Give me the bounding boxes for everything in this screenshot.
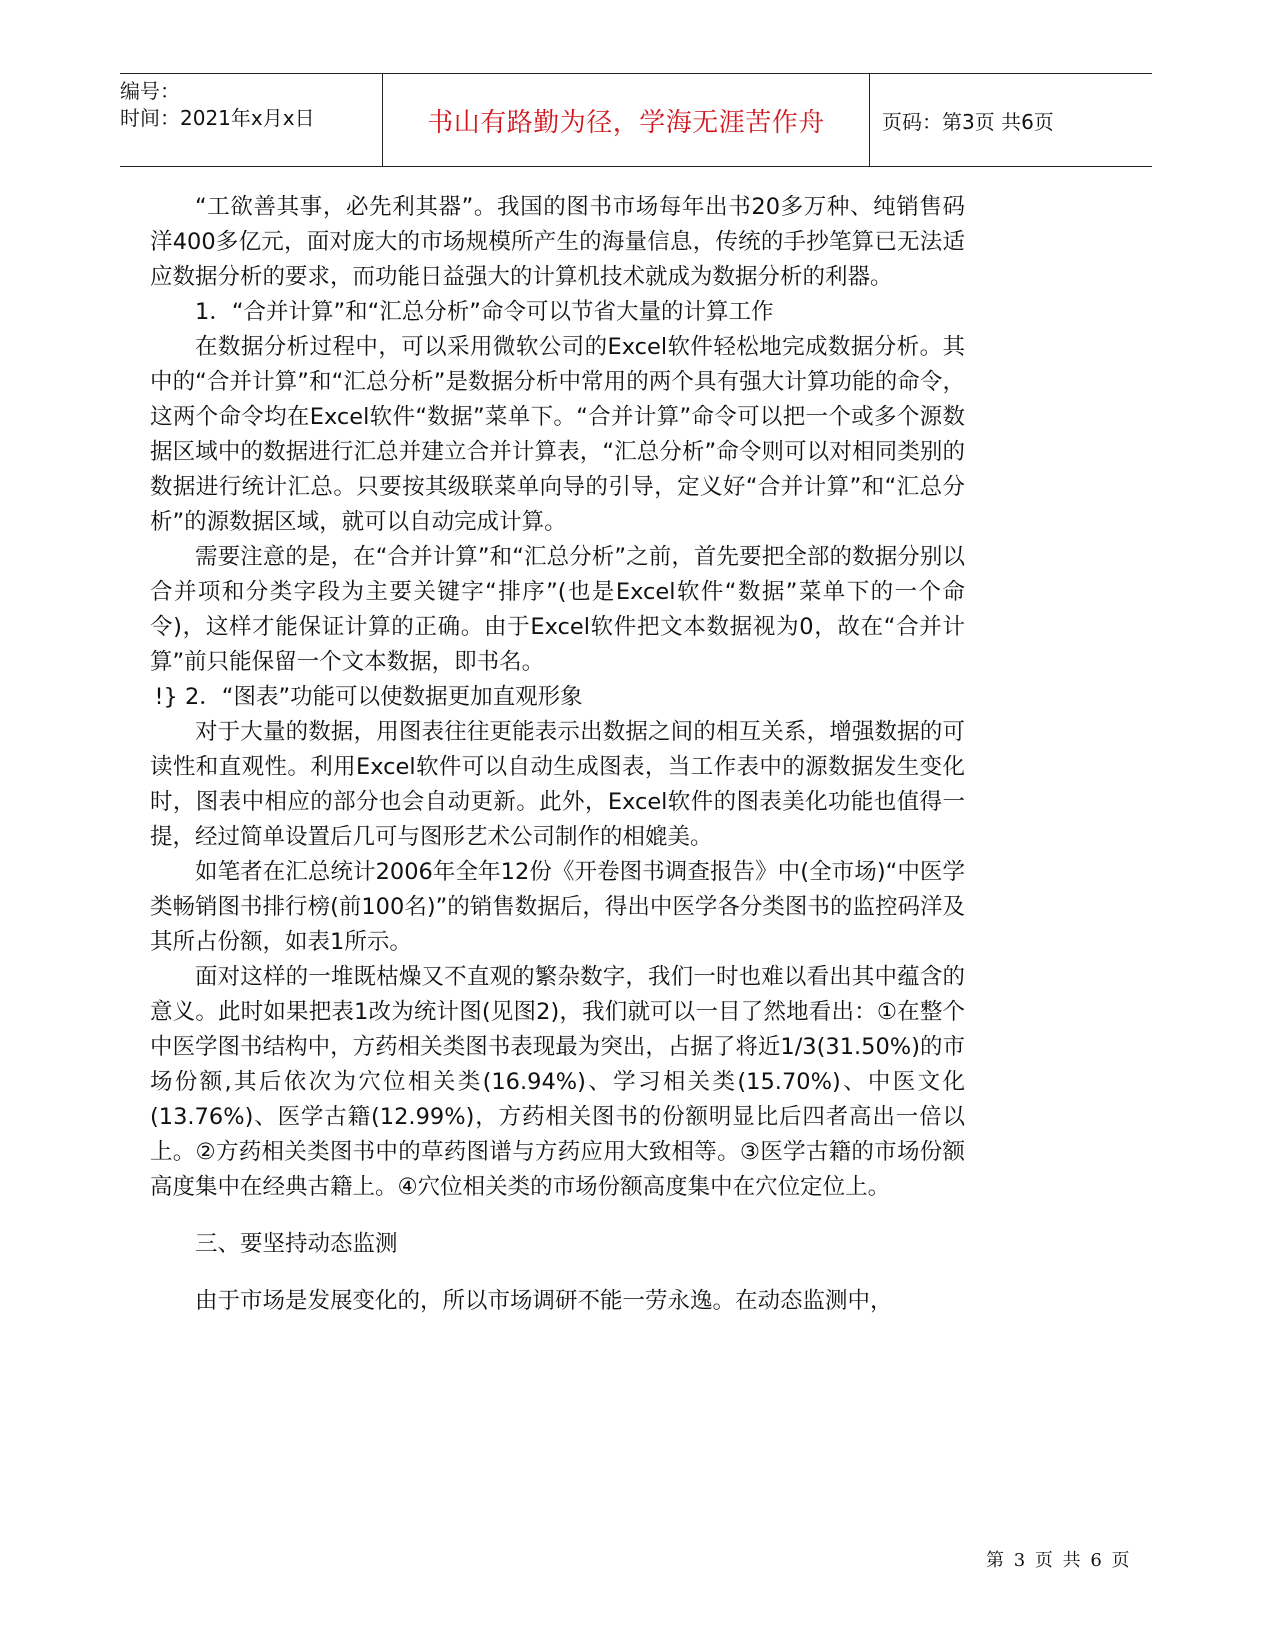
paragraph-note: 需要注意的是，在“合并计算”和“汇总分析”之前，首先要把全部的数据分别以合并项和分类字段为主要关键字“排序”(也是Excel软件“数据”菜单下的一个命令)，这样才能保证计算的正确。由于Excel软件把文本数据视为0，故在“合并计算”前只能保留一个文本数据，即书名。 <box>150 544 965 675</box>
section-heading-3: 三、要坚持动态监测 <box>195 1231 398 1257</box>
page-footer: 第 3 页 共 6 页 <box>986 1550 1132 1571</box>
header-motto: 书山有路勤为径，学海无涯苦作舟 <box>383 74 870 166</box>
document-number-label: 编号： <box>120 79 180 103</box>
paragraph-dynamic: 由于市场是发展变化的，所以市场调研不能一劳永逸。在动态监测中， <box>195 1288 893 1314</box>
subheading-2: !} 2．“图表”功能可以使数据更加直观形象 <box>154 684 583 710</box>
document-time-label: 时间：2021年x月x日 <box>120 106 315 130</box>
paragraph-example: 如笔者在汇总统计2006年全年12份《开卷图书调查报告》中(全市场)“中医学类畅销图书排行榜(前100名)”的销售数据后，得出中医学各分类图书的监控码洋及其所占份额，如表1所示。 <box>150 859 965 955</box>
page-header <box>120 73 1152 167</box>
paragraph-merge-calc: 在数据分析过程中，可以采用微软公司的Excel软件轻松地完成数据分析。其中的“合并计算”和“汇总分析”是数据分析中常用的两个具有强大计算功能的命令，这两个命令均在Excel软件“数据”菜单下。“合并计算”命令可以把一个或多个源数据区域中的数据进行汇总并建立合并计算表，“汇总分析”命令则可以对相同类别的数据进行统计汇总。只要按其级联菜单向导的引导，定义好“合并计算”和“汇总分析”的源数据区域，就可以自动完成计算。 <box>150 334 965 535</box>
paragraph-analysis: 面对这样的一堆既枯燥又不直观的繁杂数字，我们一时也难以看出其中蕴含的意义。此时如果把表1改为统计图(见图2)，我们就可以一目了然地看出：①在整个中医学图书结构中，方药相关类图书表现最为突出，占据了将近1/3(31.50%)的市场份额,其后依次为穴位相关类(16.94%)、学习相关类(15.70%)、中医文化(13.76%)、医学古籍(12.99%)，方药相关图书的份额明显比后四者高出一倍以上。②方药相关类图书中的草药图谱与方药应用大致相等。③医学古籍的市场份额高度集中在经典古籍上。④穴位相关类的市场份额高度集中在穴位定位上。 <box>150 964 965 1200</box>
document-body <box>150 190 965 1319</box>
paragraph-charts: 对于大量的数据，用图表往往更能表示出数据之间的相互关系，增强数据的可读性和直观性。利用Excel软件可以自动生成图表，当工作表中的源数据发生变化时，图表中相应的部分也会自动更新。此外，Excel软件的图表美化功能也值得一提，经过简单设置后几可与图形艺术公司制作的相媲美。 <box>150 719 965 850</box>
subheading-1: 1．“合并计算”和“汇总分析”命令可以节省大量的计算工作 <box>195 299 774 325</box>
paragraph-intro: “工欲善其事，必先利其器”。我国的图书市场每年出书20多万种、纯销售码洋400多亿元，面对庞大的市场规模所产生的海量信息，传统的手抄笔算已无法适应数据分析的要求，而功能日益强大的计算机技术就成为数据分析的利器。 <box>150 194 965 290</box>
header-meta <box>120 74 383 166</box>
header-page-info: 页码：第3页 共6页 <box>882 109 1054 134</box>
